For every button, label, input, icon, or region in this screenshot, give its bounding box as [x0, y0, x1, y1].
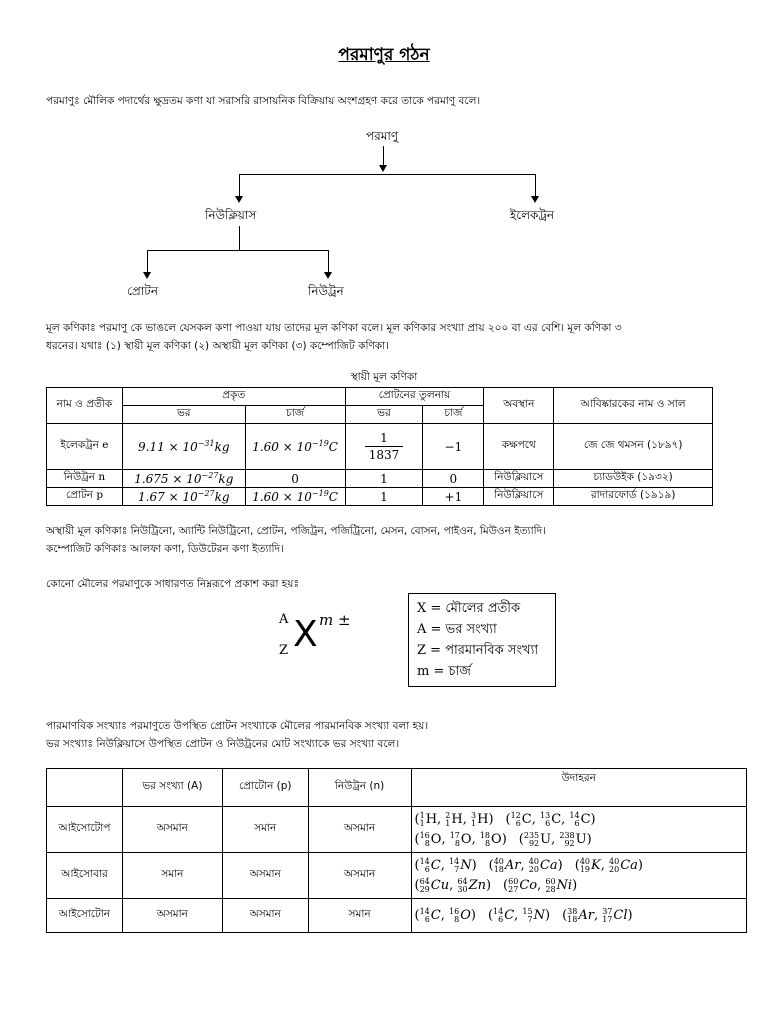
- other-particles-para: [46, 522, 726, 558]
- composite-particles-line: কম্পোজিট কণিকাঃ আলফা কণা, ডিউটেরন কণা ইত্যাদি।: [46, 543, 284, 555]
- page-title: [0, 42, 768, 70]
- nuclide-group: ( 40 18 Ar , 40 20 Ca ): [488, 856, 563, 874]
- legend-item: Z = পারমানবিক সংখ্যা: [417, 643, 539, 658]
- nuclide-symbol: 40 20 Ca: [609, 856, 638, 874]
- nuclide-symbol: 14 6 C: [569, 810, 591, 828]
- header-empty: [47, 769, 123, 807]
- proton-relation: অসমান: [222, 899, 308, 933]
- relative-charge: −1: [423, 424, 484, 470]
- particle-discoverer: জে জে থমসন (১৮৯৭): [554, 424, 713, 470]
- row-label: আইসোবার: [47, 853, 123, 899]
- actual-charge: 0: [245, 470, 345, 488]
- nuclide-group: ( 60 27 Co , 60 28 Ni ): [503, 876, 578, 894]
- header-example: উদাহরন: [411, 769, 746, 807]
- nuclide-symbol: 15 7 N: [522, 906, 545, 924]
- particle-position: নিউক্লিয়াসে: [484, 488, 554, 506]
- header-relative: প্রোটনের তুলনায়: [345, 388, 484, 406]
- arrow-icon: [143, 272, 151, 279]
- header-rel-mass: ভর: [345, 406, 423, 424]
- header-rel-charge: চার্জ: [423, 406, 484, 424]
- table-row: [47, 899, 747, 933]
- actual-mass: $9.11 \times 10^{-31}kg$: [122, 424, 245, 470]
- row-label: আইসোটোন: [47, 899, 123, 933]
- header-mass-number: ভর সংখ্যা (A): [122, 769, 222, 807]
- nuclide-symbol: 3 1 H: [471, 810, 489, 828]
- mass-number-definition: ভর সংখ্যাঃ নিউক্লিয়াসে উপস্থিত প্রোটন ও নিউট্রনের মোট সংখ্যাকে ভর সংখ্যা বলে।: [46, 738, 400, 750]
- nuclide-symbol: 18 8 O: [479, 830, 502, 848]
- number-definitions: [46, 717, 726, 753]
- nuclide-symbol: 14 6 C: [419, 856, 441, 874]
- nuclide-group: ( 16 8 O , 17 8 O , 18 8 O ): [414, 830, 507, 848]
- mass-relation: সমান: [122, 853, 222, 899]
- mass-number-symbol: A: [279, 612, 289, 627]
- atom-definition: পরমাণুঃ মৌলিক পদার্থের ক্ষুদ্রতম কণা যা সরাসরি রাসায়নিক বিক্রিয়ায় অংশগ্রহণ করে তাকে পরমাণু বলে।: [46, 95, 481, 107]
- nuclide-symbol: 40 18 Ar: [493, 856, 521, 874]
- charge-symbol: m ±: [319, 611, 351, 629]
- notation-legend-box: [408, 593, 556, 687]
- proton-relation: অসমান: [222, 853, 308, 899]
- tree-node-neutron: নিউট্রন: [308, 284, 344, 298]
- particle-position: কক্ষপথে: [484, 424, 554, 470]
- nuclide-group: ( 235 92 U , 238 92 U ): [518, 830, 592, 848]
- nuclide-symbol: 14 6 C: [493, 906, 515, 924]
- fundamental-particles-para: [46, 319, 726, 355]
- stable-particles-table: [46, 387, 713, 506]
- arrow-icon: [324, 272, 332, 279]
- isotone-examples: [411, 899, 746, 933]
- tree-node-electron: ইলেকট্রন: [510, 208, 555, 222]
- fundamental-line-2: ধরনের। যথাঃ (১) স্থায়ী মূল কণিকা (২) অস্থায়ী মূল কণিকা (৩) কম্পোজিট কণিকা।: [46, 340, 389, 352]
- nuclide-group: ( 64 29 Cu , 64 30 Zn ): [414, 876, 492, 894]
- relative-charge: 0: [423, 470, 484, 488]
- arrow-icon: [235, 196, 243, 203]
- header-discoverer: আবিষ্কারকের নাম ও সাল: [554, 388, 713, 424]
- header-charge: চার্জ: [245, 406, 345, 424]
- page-title-text: পরমাণুর গঠন: [338, 45, 430, 65]
- nuclide-group: ( 40 19 K , 40 20 Ca ): [574, 856, 643, 874]
- notation-intro: কোনো মৌলের পরমাণুকে সাধারণত নিম্নরূপে প্রকাশ করা হয়ঃ: [46, 578, 300, 590]
- actual-charge: $1.60 \times 10^{-19}C$: [245, 488, 345, 506]
- nuclide-symbol: 37 17 Cl: [602, 906, 628, 924]
- neutron-relation: সমান: [308, 899, 411, 933]
- nuclide-symbol: 235 92 U: [523, 830, 552, 848]
- fundamental-line-1: মূল কণিকাঃ পরমাণু কে ভাঙলে যেসকল কণা পাওয়া যায় তাদের মূল কণিকা বলে। মূল কণিকার সংখ্যা প্রায় ২০০ বা এর বেশি। মূল কণিকা ৩: [46, 322, 622, 334]
- nuclide-symbol: 40 19 K: [579, 856, 601, 874]
- unstable-particles-line: অস্থায়ী মূল কণিকাঃ নিউট্রিনো, অ্যান্টি নিউট্রিনো, প্রোটন, পজিট্রন, পজিট্রিনো, মেসন, বোসন, পাইওন, মিউওন ইত্যাদি।: [46, 525, 546, 537]
- particle-position: নিউক্লিয়াসে: [484, 470, 554, 488]
- isobar-examples: [411, 853, 746, 899]
- mass-relation: অসমান: [122, 807, 222, 853]
- particle-discoverer: চ্যাডউইক (১৯৩২): [554, 470, 713, 488]
- nuclide-symbol: 238 92 U: [559, 830, 587, 848]
- iso-comparison-table: [46, 768, 747, 933]
- header-proton: প্রোটোন (p): [222, 769, 308, 807]
- nuclide-symbol: 1 1 H: [419, 810, 438, 828]
- nuclide-group: ( 38 18 Ar , 37 17 Cl ): [562, 906, 633, 924]
- tree-node-proton: প্রোটন: [127, 284, 159, 298]
- nuclide-symbol: 64 30 Zn: [457, 876, 486, 894]
- tree-node-nucleus: নিউক্লিয়াস: [205, 208, 257, 222]
- nuclide-symbol: 16 8 O: [449, 906, 471, 924]
- nuclide-symbol: 12 6 C: [510, 810, 532, 828]
- particle-discoverer: রাদারফোর্ড (১৯১৯): [554, 488, 713, 506]
- header-position: অবস্থান: [484, 388, 554, 424]
- particle-name: নিউট্রন n: [47, 470, 123, 488]
- nuclide-symbol: 14 6 C: [419, 906, 441, 924]
- table-row: [47, 470, 713, 488]
- actual-charge: $1.60 \times 10^{-19}C$: [245, 424, 345, 470]
- header-mass: ভর: [122, 406, 245, 424]
- nuclide-symbol: 13 6 C: [540, 810, 562, 828]
- particle-name: প্রোটন p: [47, 488, 123, 506]
- relative-mass: 1: [345, 470, 423, 488]
- relative-charge: +1: [423, 488, 484, 506]
- nuclide-symbol: 64 29 Cu: [419, 876, 450, 894]
- nuclide-symbol: 60 28 Ni: [545, 876, 573, 894]
- proton-relation: সমান: [222, 807, 308, 853]
- relative-mass: 1: [345, 488, 423, 506]
- nuclide-group: ( 14 6 C , 15 7 N ): [487, 906, 551, 924]
- nuclide-group: ( 14 6 C , 14 7 N ): [414, 856, 477, 874]
- neutron-relation: অসমান: [308, 807, 411, 853]
- nuclide-symbol: 38 18 Ar: [567, 906, 594, 924]
- atomic-number-symbol: Z: [279, 643, 289, 658]
- stable-table-caption: স্থায়ী মূল কণিকা: [350, 371, 418, 383]
- nuclide-symbol: 14 7 N: [449, 856, 472, 874]
- table-row: [47, 853, 747, 899]
- arrow-icon: [379, 165, 387, 172]
- arrow-icon: [531, 196, 539, 203]
- table-row: [47, 807, 747, 853]
- actual-mass: $1.675 \times 10^{-27}kg$: [122, 470, 245, 488]
- nuclide-symbol: 17 8 O: [449, 830, 472, 848]
- nuclide-symbol: 60 27 Co: [508, 876, 538, 894]
- isotope-examples: [411, 807, 746, 853]
- tree-node-atom: পরমাণু: [366, 129, 399, 143]
- legend-item: X = মৌলের প্রতীক: [417, 601, 521, 616]
- nuclide-group: ( 14 6 C , 16 8 O ): [414, 906, 476, 924]
- header-actual: প্রকৃত: [122, 388, 345, 406]
- nuclide-group: ( 12 6 C , 13 6 C , 14 6 C ): [505, 810, 596, 828]
- nuclide-symbol: 2 1 H: [445, 810, 463, 828]
- nuclide-group: ( 1 1 H , 2 1 H , 3 1 H ): [414, 810, 494, 828]
- relative-mass: $\frac{1}{1837}$: [345, 424, 423, 470]
- table-row: [47, 424, 713, 470]
- atomic-number-definition: পারমাণবিক সংখ্যাঃ পরমাণুতে উপস্থিত প্রোটন সংখ্যাকে মৌলের পারমানবিক সংখ্যা বলা হয়।: [46, 720, 429, 732]
- mass-relation: অসমান: [122, 899, 222, 933]
- nuclide-symbol: 16 8 O: [419, 830, 442, 848]
- particle-name: ইলেকট্রন e: [47, 424, 123, 470]
- row-label: আইসোটোপ: [47, 807, 123, 853]
- header-neutron: নিউট্রন (n): [308, 769, 411, 807]
- header-name-symbol: নাম ও প্রতীক: [47, 388, 123, 424]
- actual-mass: $1.67 \times 10^{-27}kg$: [122, 488, 245, 506]
- table-row: [47, 488, 713, 506]
- element-symbol: X: [293, 614, 318, 655]
- legend-item: A = ভর সংখ্যা: [417, 622, 497, 637]
- neutron-relation: অসমান: [308, 853, 411, 899]
- nuclide-symbol: 40 20 Ca: [528, 856, 558, 874]
- legend-item: m = চার্জ: [417, 664, 471, 679]
